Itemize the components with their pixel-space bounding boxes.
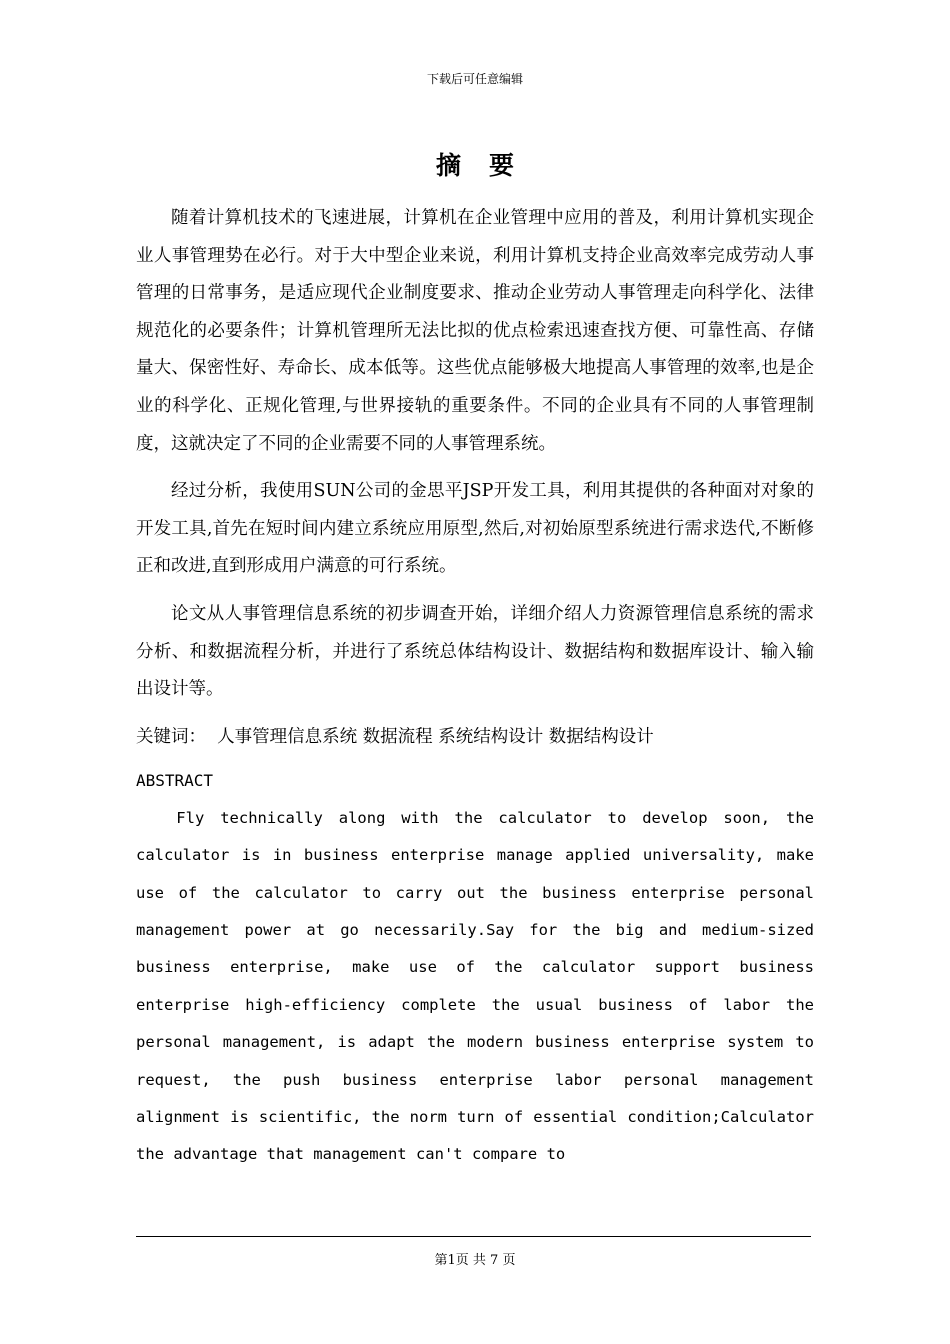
page-number: 第1页 共 7 页 [434,1253,516,1268]
document-body [136,200,814,1174]
english-abstract-paragraph: Fly technically along with the calculator to develop soon, the calculator is in business enterprise manage applied universality, make use of the calculator to carry out the business enterprise personal management power at go necessarily.Say for the big and medium-sized business enterprise, make use of the calculator support business enterprise high-efficiency complete the usual business of labor the personal management, is adapt the modern business enterprise system to request, the push business enterprise labor personal management alignment is scientific, the norm turn of essential condition;Calculator the advantage that management can't compare to [136,808,814,1164]
english-abstract-heading: ABSTRACT [136,771,214,791]
abstract-paragraph-3: 论文从人事管理信息系统的初步调查开始，详细介绍人力资源管理信息系统的需求分析、和数据流程分析，并进行了系统总体结构设计、数据结构和数据库设计、输入输出设计等。 [136,603,814,700]
abstract-paragraph-1: 随着计算机技术的飞速进展，计算机在企业管理中应用的普及，利用计算机实现企业人事管理势在必行。对于大中型企业来说，利用计算机支持企业高效率完成劳动人事管理的日常事务，是适应现代企业制度要求、推动企业劳动人事管理走向科学化、法律规范化的必要条件；计算机管理所无法比拟的优点检索迅速查找方便、可靠性高、存储量大、保密性好、寿命长、成本低等。这些优点能够极大地提高人事管理的效率,也是企业的科学化、正规化管理,与世界接轨的重要条件。不同的企业具有不同的人事管理制度，这就决定了不同的企业需要不同的人事管理系统。 [136,208,814,454]
keywords-line: 关键词： 人事管理信息系统 数据流程 系统结构设计 数据结构设计 [136,726,654,747]
page-header-note: 下载后可任意编辑 [426,72,523,86]
footer-divider [136,1236,811,1237]
page-title: 摘要 [435,151,542,180]
abstract-paragraph-2: 经过分析，我使用SUN公司的金思平JSP开发工具，利用其提供的各种面对对象的开发工具,首先在短时间内建立系统应用原型,然后,对初始原型系统进行需求迭代,不断修正和改进,直到形成用户满意的可行系统。 [136,481,814,577]
